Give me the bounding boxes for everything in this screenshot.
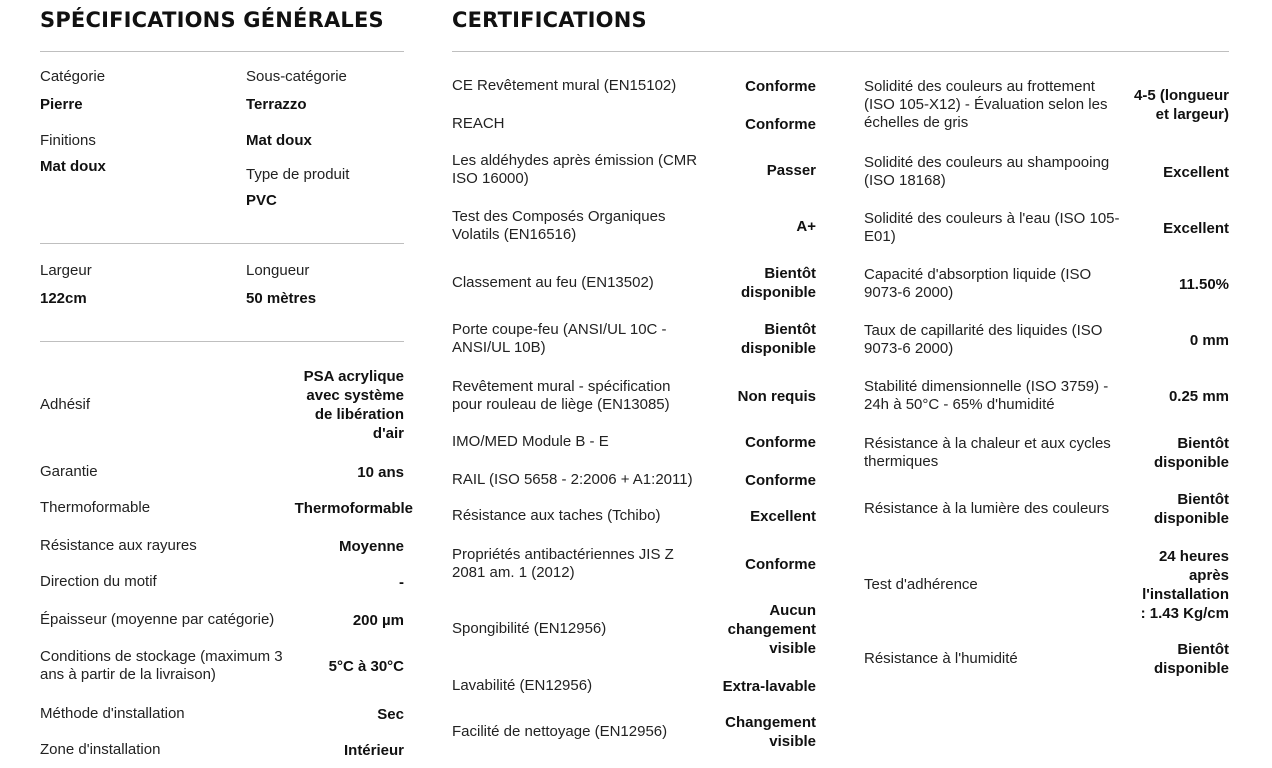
certification-label: Stabilité dimensionnelle (ISO 3759) - 24h à 50°C - 65% d'humidité	[864, 378, 1109, 413]
certifications-title: CERTIFICATIONS	[452, 8, 647, 32]
spec-value: 200 µm	[352, 611, 404, 629]
certification-value: A+	[796, 217, 816, 235]
certification-value: Bientôt disponible	[1154, 641, 1229, 677]
certification-label: Propriétés antibactériennes JIS Z 2081 am. 1 (2012)	[452, 546, 674, 581]
certification-label: Taux de capillarité des liquides (ISO 9073-6 2000)	[864, 322, 1103, 357]
largeur-label: Largeur	[40, 262, 92, 279]
certification-row	[452, 470, 816, 490]
certification-value: Passer	[766, 161, 816, 179]
certification-row	[864, 490, 1229, 528]
spec-value: PSA acrylique avec système de libération d'air	[303, 368, 404, 442]
certification-row	[864, 153, 1229, 191]
divider	[40, 243, 404, 244]
certification-row	[864, 434, 1229, 472]
certification-label: Lavabilité (EN12956)	[452, 677, 593, 694]
certification-value: Extra-lavable	[722, 677, 816, 695]
certification-value: Excellent	[750, 507, 816, 525]
spec-value: Intérieur	[343, 741, 404, 759]
certification-value: Conforme	[745, 433, 816, 451]
spec-label: Conditions de stockage (maximum 3 ans à partir de la livraison)	[40, 648, 283, 683]
divider	[40, 341, 404, 342]
certification-label: Capacité d'absorption liquide (ISO 9073-6 2000)	[864, 266, 1092, 301]
spec-value: 10 ans	[357, 463, 404, 481]
categorie-label: Catégorie	[40, 68, 106, 85]
largeur-value: 122cm	[40, 290, 87, 307]
certification-value: Conforme	[745, 115, 816, 133]
certification-row	[452, 600, 816, 658]
spec-label: Thermoformable	[40, 499, 151, 516]
certification-label: Facilité de nettoyage (EN12956)	[452, 723, 668, 740]
spec-value: Sec	[377, 705, 404, 723]
certification-label: Les aldéhydes après émission (CMR ISO 16000)	[452, 152, 698, 187]
certification-value: Conforme	[745, 471, 816, 489]
spec-label: Épaisseur (moyenne par catégorie)	[40, 611, 275, 628]
spec-label: Garantie	[40, 463, 98, 480]
certification-label: Spongibilité (EN12956)	[452, 620, 607, 637]
certification-value: 24 heures après l'installation : 1.43 Kg/cm	[1140, 548, 1229, 622]
categorie-value: Pierre	[40, 96, 83, 113]
spec-value: Thermoformable	[294, 499, 413, 517]
finitions-label: Finitions	[40, 132, 96, 149]
spec-row	[40, 498, 413, 518]
general-specs-title: SPÉCIFICATIONS GÉNÉRALES	[40, 8, 384, 32]
certification-label: Solidité des couleurs au frottement (ISO 105-X12) - Évaluation selon les échelles de gris	[864, 78, 1108, 131]
certification-label: IMO/MED Module B - E	[452, 433, 609, 450]
certification-label: Porte coupe-feu (ANSI/UL 10C - ANSI/UL 10B)	[452, 321, 667, 356]
certification-value: 0 mm	[1189, 331, 1229, 349]
spec-value: Moyenne	[338, 537, 404, 555]
certification-row	[864, 77, 1229, 133]
spec-row	[40, 610, 404, 630]
longueur-label: Longueur	[246, 262, 310, 279]
spec-row	[40, 536, 404, 556]
certification-label: Résistance à la lumière des couleurs	[864, 500, 1110, 517]
certification-row	[452, 76, 816, 96]
spec-row	[40, 740, 404, 760]
certification-label: Classement au feu (EN13502)	[452, 274, 654, 291]
souscategorie-value: Terrazzo	[246, 96, 307, 113]
certification-value: Bientôt disponible	[1154, 435, 1229, 471]
certification-value: Conforme	[745, 555, 816, 573]
spec-value: 5°C à 30°C	[328, 657, 404, 675]
spec-label: Zone d'installation	[40, 741, 161, 758]
spec-row	[40, 646, 404, 686]
spec-row	[40, 704, 404, 724]
divider	[40, 51, 404, 52]
certification-row	[864, 209, 1229, 247]
certification-row	[452, 676, 816, 696]
spec-label: Résistance aux rayures	[40, 537, 197, 554]
certification-row	[864, 265, 1229, 303]
certification-label: RAIL (ISO 5658 - 2:2006 + A1:2011)	[452, 471, 693, 488]
certification-row	[452, 506, 816, 526]
typeproduit-value: PVC	[246, 192, 277, 209]
spec-row	[40, 462, 404, 482]
certification-label: REACH	[452, 115, 505, 132]
certification-row	[452, 114, 816, 134]
spec-label: Direction du motif	[40, 573, 157, 590]
certification-label: Solidité des couleurs à l'eau (ISO 105-E01)	[864, 210, 1120, 245]
certification-label: CE Revêtement mural (EN15102)	[452, 77, 677, 94]
certification-row	[452, 320, 816, 358]
souscategorie-label: Sous-catégorie	[246, 68, 347, 85]
certification-row	[864, 321, 1229, 359]
finitions-value: Mat doux	[40, 158, 106, 175]
divider	[452, 51, 1229, 52]
certification-value: 4-5 (longueur et largeur)	[1133, 87, 1229, 123]
certification-label: Résistance à la chaleur et aux cycles thermiques	[864, 435, 1111, 470]
longueur-value: 50 mètres	[246, 290, 317, 307]
certification-row	[864, 377, 1229, 415]
certification-value: Bientôt disponible	[1154, 491, 1229, 527]
certification-row	[452, 432, 816, 452]
finitions-value-secondary: Mat doux	[246, 132, 312, 149]
certification-label: Revêtement mural - spécification pour rouleau de liège (EN13085)	[452, 378, 671, 413]
certification-label: Résistance aux taches (Tchibo)	[452, 507, 661, 524]
certification-value: 11.50%	[1178, 275, 1229, 293]
spec-value: -	[399, 573, 404, 591]
certification-row	[452, 151, 816, 189]
certification-value: Non requis	[737, 387, 816, 405]
certification-value: Conforme	[745, 77, 816, 95]
certification-row	[452, 207, 816, 245]
spec-row	[40, 572, 404, 592]
certification-row	[452, 377, 816, 415]
spec-label: Adhésif	[40, 396, 91, 413]
certification-row	[452, 712, 816, 752]
certification-value: Bientôt disponible	[741, 321, 816, 357]
certification-row	[452, 545, 816, 583]
certification-row	[864, 546, 1229, 624]
certification-value: Excellent	[1163, 163, 1229, 181]
spec-label: Méthode d'installation	[40, 705, 185, 722]
certification-label: Résistance à l'humidité	[864, 650, 1018, 667]
certification-value: Bientôt disponible	[741, 265, 816, 301]
certification-label: Test d'adhérence	[864, 576, 978, 593]
typeproduit-label: Type de produit	[246, 166, 350, 183]
certification-value: Changement visible	[725, 714, 816, 750]
certification-label: Test des Composés Organiques Volatils (EN16516)	[452, 208, 666, 243]
certification-row	[864, 640, 1229, 678]
certification-value: Aucun changement visible	[727, 601, 816, 657]
certification-row	[452, 264, 816, 302]
certification-value: Excellent	[1163, 219, 1229, 237]
certification-value: 0.25 mm	[1168, 387, 1229, 405]
spec-row	[40, 366, 404, 444]
certification-label: Solidité des couleurs au shampooing (ISO 18168)	[864, 154, 1110, 189]
